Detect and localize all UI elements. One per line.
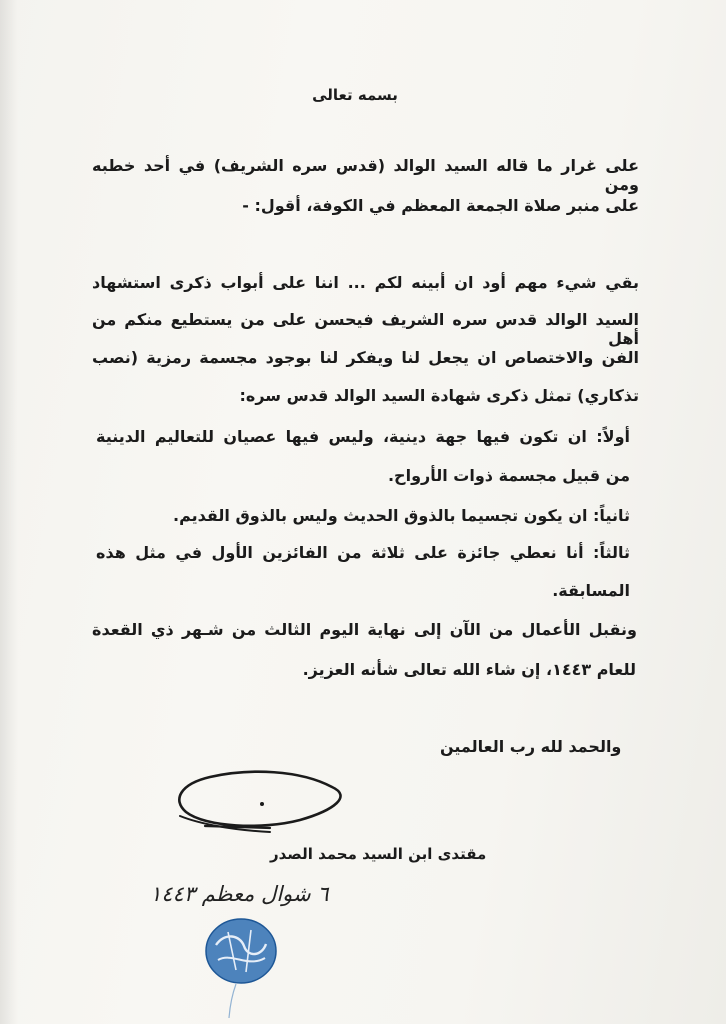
point-three-line-2: المسابقة. [552, 581, 630, 600]
point-three-line-1: ثالثاً: أنا نعطي جائزة على ثلاثة من الفائزين الأول في مثل هذه [96, 543, 630, 562]
letter-heading: بسمه تعالى [312, 86, 398, 104]
intro-line-2: على منبر صلاة الجمعة المعظم في الكوفة، أقول: - [242, 196, 639, 215]
closing-line-2: للعام ١٤٤٣، إن شاء الله تعالى شأنه العزيز. [302, 660, 636, 679]
point-one-line-1: أولاً: ان تكون فيها جهة دينية، وليس فيها عصيان للتعاليم الدينية [96, 427, 630, 446]
point-two: ثانياً: ان يكون تجسيما بالذوق الحديث وليس بالذوق القديم. [173, 506, 630, 525]
body-line-1: بقي شيء مهم أود ان أبينه لكم ... اننا على أبواب ذكرى استشهاد [92, 273, 639, 292]
intro-line-1: على غرار ما قاله السيد الوالد (قدس سره الشريف) في أحد خطبه ومن [92, 156, 639, 194]
praise-line: والحمد لله رب العالمين [440, 737, 622, 756]
body-line-2: السيد الوالد قدس سره الشريف فيحسن على من يستطيع منكم من أهل [92, 310, 639, 348]
closing-line-1: ونقبل الأعمال من الآن إلى نهاية اليوم الثالث من شـهر ذي القعدة [92, 620, 637, 639]
body-line-3: الفن والاختصاص ان يجعل لنا ويفكر لنا بوجود مجسمة رمزية (نصب [92, 348, 639, 367]
body-line-4: تذكاري) تمثل ذكرى شهادة السيد الوالد قدس سره: [239, 386, 639, 405]
signer-name: مقتدى ابن السيد محمد الصدر [270, 845, 487, 863]
point-one-line-2: من قبيل مجسمة ذوات الأرواح. [387, 466, 630, 485]
handwritten-date: ٦ شوال معظم ١٤٤٣ [150, 882, 329, 906]
